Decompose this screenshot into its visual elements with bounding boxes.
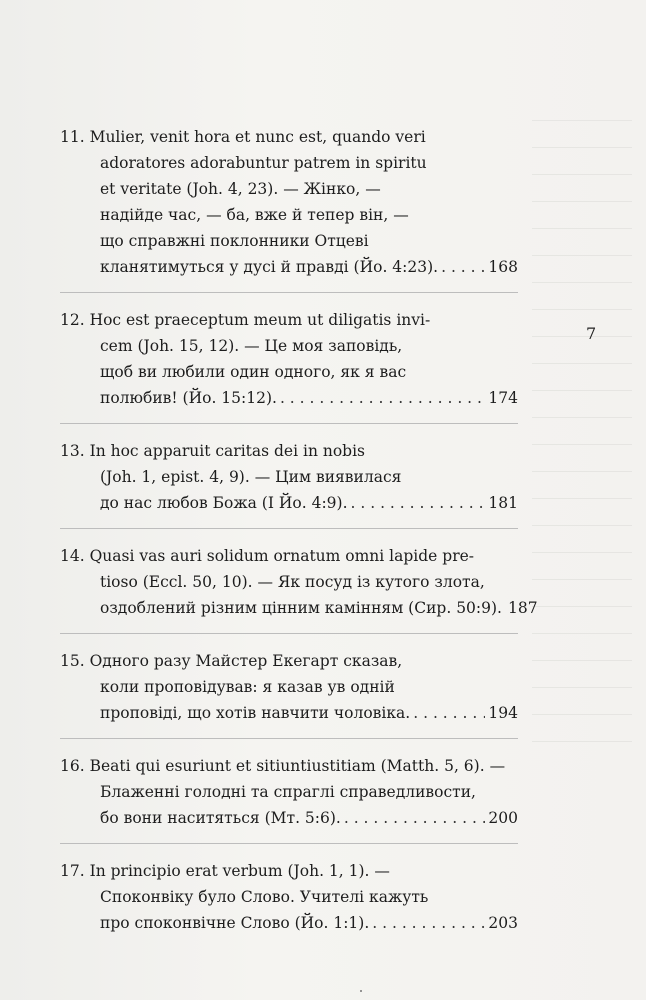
toc-entry — [60, 438, 518, 516]
toc-entry — [60, 543, 538, 621]
entry-heading: 13. In hoc apparuit caritas dei in nobis — [60, 442, 365, 460]
entry-line: Блаженні голодні та спраглі справедливости, — [100, 783, 476, 801]
dot-leader — [372, 910, 485, 936]
toc-entry — [60, 307, 518, 411]
entry-line: (Joh. 1, epist. 4, 9). — Цим виявилася — [100, 468, 402, 486]
entry-line: надійде час, — ба, вже й тепер він, — — [100, 206, 409, 224]
show-through-text — [532, 120, 632, 920]
entry-heading: 14. Quasi vas auri solidum ornatum omni lapide pre- — [60, 547, 475, 565]
dot-leader — [344, 805, 486, 831]
entry-page-number: 194 — [488, 704, 518, 722]
entry-last-line — [60, 805, 518, 831]
entry-heading: 17. In principio erat verbum (Joh. 1, 1). — — [60, 862, 390, 880]
entry-page-number: 203 — [488, 914, 518, 932]
divider — [60, 292, 518, 293]
entry-heading: 16. Beati qui esuriunt et sitiuntiustitiam (Matth. 5, 6). — — [60, 757, 506, 775]
entry-last-line — [60, 490, 518, 516]
entry-page-number: 200 — [488, 809, 518, 827]
entry-last-line — [60, 700, 518, 726]
toc-entry — [60, 753, 518, 831]
entry-line: проповіді, що хотів навчити чоловіка. — [100, 704, 411, 722]
entry-last-line — [60, 595, 538, 621]
entry-heading: 11. Mulier, venit hora et nunc est, quando veri — [60, 128, 426, 146]
entry-line: що справжні поклонники Отцеві — [100, 232, 369, 250]
entry-line: коли проповідував: я казав ув одній — [100, 678, 395, 696]
entry-last-line — [60, 910, 518, 936]
entry-heading: 12. Hoc est praeceptum meum ut diligatis invi- — [60, 311, 431, 329]
entry-heading: 15. Одного разу Майстер Екегарт сказав, — [60, 652, 403, 670]
table-of-contents — [60, 124, 538, 936]
entry-page-number: 187 — [507, 599, 538, 617]
divider — [60, 843, 518, 844]
dot-leader — [351, 490, 486, 516]
dot-leader — [413, 700, 485, 726]
page-number: 7 — [586, 324, 597, 343]
dot-leader — [280, 385, 485, 411]
paper-speck — [360, 990, 362, 992]
entry-line: tioso (Eccl. 50, 10). — Як посуд із кутого злота, — [100, 573, 485, 591]
entry-page-number: 168 — [488, 258, 518, 276]
entry-line: бо вони наситяться (Мт. 5:6). — [100, 809, 341, 827]
entry-line: кланятимуться у дусі й правді (Йо. 4:23). — [100, 258, 439, 276]
entry-line: et veritate (Joh. 4, 23). — Жінко, — — [100, 180, 381, 198]
toc-entry — [60, 648, 518, 726]
divider — [60, 423, 518, 424]
entry-line: до нас любов Божа (I Йо. 4:9). — [100, 494, 348, 512]
entry-page-number: 174 — [488, 389, 518, 407]
entry-line: про споконвічне Слово (Йо. 1:1). — [100, 914, 370, 932]
divider — [60, 738, 518, 739]
entry-line: щоб ви любили один одного, як я вас — [100, 363, 407, 381]
entry-page-number: 181 — [488, 494, 518, 512]
entry-last-line — [60, 385, 518, 411]
entry-line: полюбив! (Йо. 15:12). — [100, 389, 277, 407]
dot-leader — [441, 254, 485, 280]
entry-line: Споконвіку було Слово. Учителі кажуть — [100, 888, 429, 906]
divider — [60, 633, 518, 634]
entry-line: оздоблений різним цінним камінням (Сир. 50:9). — [100, 599, 502, 617]
entry-line: adoratores adorabuntur patrem in spiritu — [100, 154, 427, 172]
divider — [60, 528, 518, 529]
entry-last-line — [60, 254, 518, 280]
toc-entry — [60, 124, 518, 280]
toc-entry — [60, 858, 518, 936]
entry-line: cem (Joh. 15, 12). — Це моя заповідь, — [100, 337, 403, 355]
